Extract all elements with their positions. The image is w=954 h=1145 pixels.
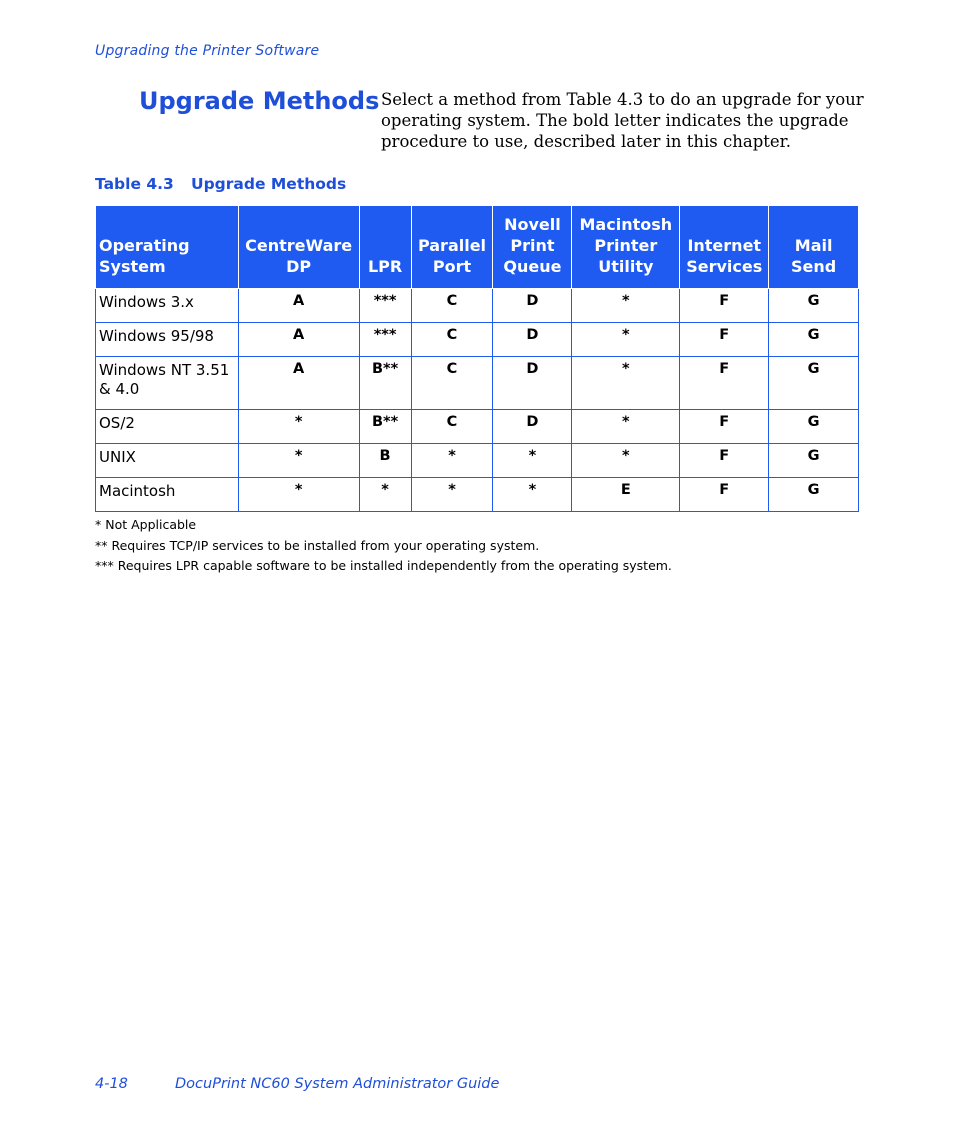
table-cell-os: OS/2 xyxy=(96,410,239,444)
table-cell: G xyxy=(769,478,859,512)
table-caption xyxy=(95,175,346,193)
page-number: 4-18 xyxy=(95,1076,128,1092)
section-title: Upgrade Methods xyxy=(139,87,380,115)
footnote: * Not Applicable xyxy=(95,517,197,532)
table-cell: F xyxy=(680,444,769,478)
table-cell: F xyxy=(680,410,769,444)
table-cell: * xyxy=(238,478,359,512)
table-cell: * xyxy=(572,357,680,410)
table-cell: * xyxy=(572,410,680,444)
guide-title: DocuPrint NC60 System Administrator Guide xyxy=(175,1076,500,1092)
table-cell: * xyxy=(238,444,359,478)
table-cell: * xyxy=(359,478,411,512)
table-cell: B xyxy=(359,444,411,478)
column-header-operating-system: Operating System xyxy=(96,206,239,289)
table-cell: * xyxy=(572,323,680,357)
table-caption-number: Table 4.3 xyxy=(95,175,174,193)
table-cell-os: Windows NT 3.51 & 4.0 xyxy=(96,357,239,410)
table-cell: G xyxy=(769,444,859,478)
table-row xyxy=(96,289,859,323)
table-cell: C xyxy=(411,289,493,323)
table-footnotes xyxy=(95,515,672,577)
table-cell-os: UNIX xyxy=(96,444,239,478)
column-header-macintosh-printer-utility: Macintosh Printer Utility xyxy=(572,206,680,289)
table-cell: * xyxy=(411,444,493,478)
table-cell: * xyxy=(572,289,680,323)
table-cell: D xyxy=(493,289,572,323)
table-cell: D xyxy=(493,357,572,410)
page-footer xyxy=(95,1076,499,1092)
table-cell: F xyxy=(680,289,769,323)
column-header-internet-services: Internet Services xyxy=(680,206,769,289)
table-cell-os: Windows 95/98 xyxy=(96,323,239,357)
table-cell: * xyxy=(493,444,572,478)
table-cell: A xyxy=(238,357,359,410)
table-cell: D xyxy=(493,323,572,357)
table-cell: * xyxy=(238,410,359,444)
upgrade-methods-table xyxy=(95,205,859,512)
table-cell: F xyxy=(680,357,769,410)
footnote: ** Requires TCP/IP services to be installed from your operating system. xyxy=(95,537,540,553)
table-cell: * xyxy=(572,444,680,478)
table-row xyxy=(96,323,859,357)
table-row xyxy=(96,444,859,478)
column-header-centreware-dp: CentreWare DP xyxy=(238,206,359,289)
table-cell: E xyxy=(572,478,680,512)
table-cell: F xyxy=(680,478,769,512)
table-header-row xyxy=(96,206,859,289)
table-cell: C xyxy=(411,357,493,410)
table-cell: B** xyxy=(359,410,411,444)
column-header-mail-send: Mail Send xyxy=(769,206,859,289)
table-cell: B** xyxy=(359,357,411,410)
table-cell: G xyxy=(769,357,859,410)
table-cell: F xyxy=(680,323,769,357)
table-cell-os: Macintosh xyxy=(96,478,239,512)
table-cell: * xyxy=(493,478,572,512)
running-header: Upgrading the Printer Software xyxy=(95,43,320,59)
table-cell: D xyxy=(493,410,572,444)
table-row xyxy=(96,410,859,444)
footnote: *** Requires LPR capable software to be installed independently from the operating system. xyxy=(95,558,672,573)
table-caption-title: Upgrade Methods xyxy=(191,175,347,193)
table-cell: * xyxy=(411,478,493,512)
table-cell: A xyxy=(238,323,359,357)
table-cell: G xyxy=(769,289,859,323)
table-cell: *** xyxy=(359,289,411,323)
intro-paragraph: Select a method from Table 4.3 to do an upgrade for your operating system. The bold letter indicates the upgrade procedure to use, described later in this chapter. xyxy=(381,90,864,151)
table-cell: A xyxy=(238,289,359,323)
table-cell-os: Windows 3.x xyxy=(96,289,239,323)
table-cell: C xyxy=(411,410,493,444)
table-row xyxy=(96,478,859,512)
table-cell: G xyxy=(769,323,859,357)
table-cell: *** xyxy=(359,323,411,357)
table-cell: C xyxy=(411,323,493,357)
table-cell: G xyxy=(769,410,859,444)
table-row xyxy=(96,357,859,410)
column-header-parallel-port: Parallel Port xyxy=(411,206,493,289)
column-header-novell-print-queue: Novell Print Queue xyxy=(493,206,572,289)
column-header-lpr: LPR xyxy=(359,206,411,289)
